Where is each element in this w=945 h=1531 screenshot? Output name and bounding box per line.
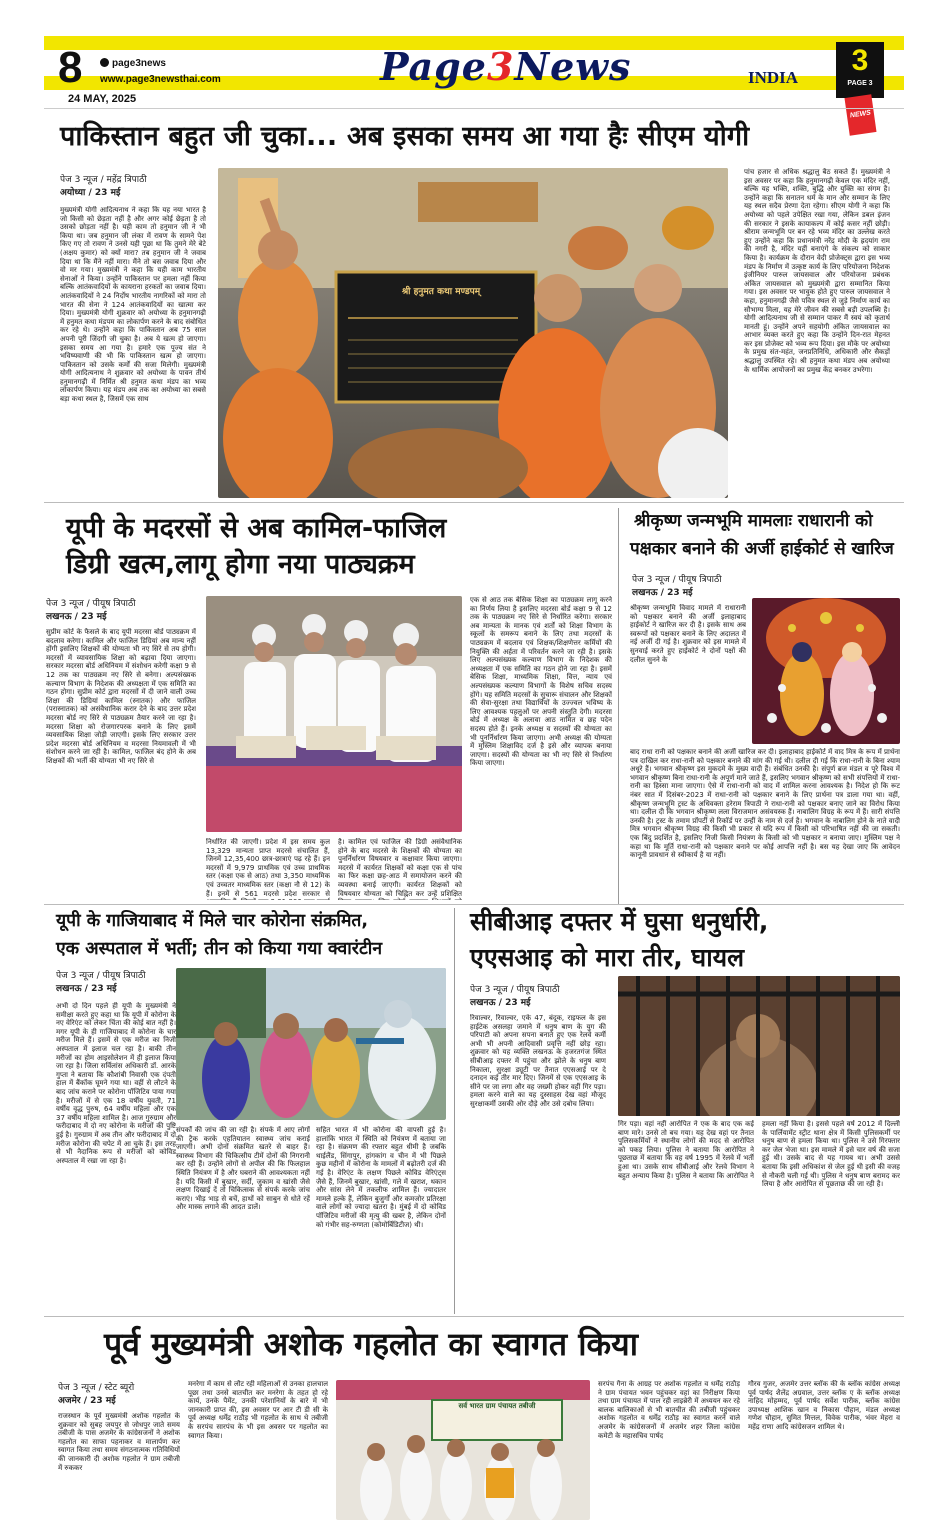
a2-headline-1: यूपी के मदरसों से अब कामिल-फाजिल — [66, 513, 447, 544]
a4-byline: पेज 3 न्यूज / पीयूष त्रिपाठी लखनऊ / 23 मई — [56, 971, 146, 994]
a1-plaque-title: श्री हनुमत कथा मण्डपम् — [401, 287, 481, 297]
social-icon — [100, 58, 109, 67]
social-handle: page3news — [100, 58, 166, 69]
a3-headline-2: पक्षकार बनाने की अर्जी हाईकोर्ट से खारिज — [630, 539, 894, 559]
website-link[interactable]: www.page3newsthai.com — [100, 74, 221, 85]
a5-column-2: गिर पड़ा। वहां नहीं आरोपित ने एक के बाद एक कई बाण मारे। उनसे तो बच गया। यह देख वहां पर तैनात पुलिसकर्मियों ने स्थानीय लोगों की मदद से आरोपित को पकड़ लिया। पुलिस ने बताया कि आरोपित ने पूछताछ में बताया कि वह वर्ष 1995 में रेलवे में भर्ती हुआ था। उसके साथ सीबीआई और रेलवे विभाग ने बहुत अन्याय किया है। पुलिस ने बताया कि आरोपित ने — [618, 1120, 754, 1180]
a3-column-1: श्रीकृष्ण जन्मभूमि विवाद मामले में राधारानी को पक्षकार बनाने की अर्जी इलाहाबाद हाईकोर्ट ने खारिज कर दी है। इसके साथ अब स्वरूपों को पक्षकार बनाने के लिए अदालत में नई अर्जी दी गई है। शुक्रवार को इस मामले में सुनवाई करते हुए हाईकोर्ट ने दोनों पक्षों की दलील सुनने के — [630, 604, 746, 664]
a4-photo — [176, 968, 446, 1120]
a1-headline: पाकिस्तान बहुत जी चुका... अब इसका समय आ गया हैः सीएम योगी — [60, 121, 750, 152]
a6-column-4: गौरव गुजर, अजमेर उत्तर ब्लॉक की के ब्लॉक कांग्रेस अध्यक्ष पूर्व पार्षद शैलेंद्र अग्रवाल, उत्तर ब्लॉक ए के ब्लॉक अध्यक्ष नाहिद मोहम्मद, पूर्व पार्षद सर्वेश पारीक, ब्लॉक कांग्रेस उपाध्यक्ष आशिक खान व निकास पौहान, मंडल अध्यक्ष गणेश चौहान, सुमित मित्तल, विवेक पारीक, भंवर मेहरा व महेंद्र राणा आदि कांग्रेसजन शामिल थे। — [748, 1380, 900, 1431]
a4-column-2: संपर्कों की जांच की जा रही है। संपर्क में आए लोगों की ट्रैक करके एहतियातन स्वास्थ्य जांच कराई जाएगी। अभी दोनों संक्रमित खतरे से बाहर हैं। स्वास्थ्य विभाग की चिकित्सीय टीमें दोनों की निगरानी कर रही हैं। उन्होंने लोगों से अपील की कि फिलहाल स्थिति नियंत्रण में है और घबराने की आवश्यकता नहीं है। यदि किसी में बुखार, सर्दी, जुकाम व खांसी जैसे लक्षण दिखाई दें तो चिकित्सक से संपर्क करके जांच कराएं। भीड़ भाड़ से बचें, हाथों को साबुन से धोते रहें और मास्क लगाने की आदत डालें। — [176, 1126, 310, 1212]
a6-column-2: मनरेगा में काम से लौट रही महिलाओं से उनका हालचाल पूछा तथा उनसे बातचीत कर मनरेगा के तहत हो रहे कार्य, उनके पैमेंट, उनकी परेशानियों के बारे में भी जानकारी प्राप्त की, इस अवसर पर आर टी डी सी के पूर्व अध्यक्ष धर्मेंद्र राठौड़ भी गहलोत के साथ थे तबीजी के सरपंच सारपंच के भी इस अवसर पर गहलोत का स्वागत किया। — [188, 1380, 328, 1440]
a2-column-3: है। कामिल एवं फाजिल की डिग्री असंवैधानिक होने के बाद मदरसे के शिक्षकों की योग्यता का पुनर्निर्धारण विषयवार व कक्षावार किया जाएगा। मदरसे में कार्यरत शिक्षकों को कक्षा एक से पांच का फिर कक्षा छह-आठ में समायोजन करने की व्यवस्था बनाई जाएगी। कार्यरत शिक्षकों को विषयवार योग्यता को चिह्नित कर उन्हें प्रशिक्षित — [338, 838, 462, 898]
brand-badge: 3 PAGE 3 NEWS — [836, 42, 884, 98]
column-separator — [618, 508, 619, 904]
a1-column-2: पांच हजार से अधिक श्रद्धालु बैठ सकते हैं। मुख्यमंत्री ने इस अवसर पर कहा कि हनुमानगढ़ी केवल एक मंदिर नहीं, बल्कि यह भक्ति, शक्ति, बुद्धि और युक्ति का संगम है। उन्होंने कहा कि सनातन धर्म के मान और सम्मान के लिए यह स्थल सदैव प्रेरणा देता रहेगा। सीएम योगी ने कहा कि अयोध्या को पहले उपेक्षित रखा गया, लेकिन डबल इंजन की सरकार ने इसके कायाकल्प में कोई कसर नहीं छोड़ी। श्रीराम जन्मभूमि पर बन रहे भव्य मंदिर का उल्लेख करते हुए उन्होंने कहा कि प्रधानमंत्री नरेंद्र मोदी के ह्रदयांग राम की नगरी है, मंदिर यहीं बनाएंगे के संकल्प को साकार किया है। कार्यक्रम के दौरान वेदी प्रोजेक्ट्स द्वारा इस भव्य मंडप के निर्माण में उत्कृष्ट कार्य के लिए परियोजना निदेशक इंजीनियर पारुल जायसवाल और परियोजना प्रबंधक अंकित जायसवाल को मुख्यमंत्री द्वारा सम्मानित किया गया। इस अवसर पर भावुक होते हुए पारुल जायसवाल ने कहा, हनुमानगढ़ी जैसे पवित्र स्थल से जुड़े निर्माण कार्य का सौभाग्य मिला, यह मेरे जीवन की सबसे बड़ी उपलब्धि है। योगी आदित्यनाथ जी से सम्मान पाकर मैं स्वयं को कृतार्थ मानती हूं। उन्होंने अपने सहयोगी अंकित जायसवाल का आभार व्यक्त करते हुए कहा कि उन्होंने दिन-रात मेहनत कर इस प्रोजेक्ट को भव्य रूप दिया। इस मौके पर अयोध्या के प्रमुख संत-महंत, जनप्रतिनिधि, अधिकारी और सैकड़ों श्रद्धालु उपस्थित रहे। श्री हनुमत कथा मंडप अब अयोध्या के धार्मिक आयोजनों का प्रमुख केंद्र बनकर उभरेगा। — [744, 168, 890, 374]
divider-1 — [44, 502, 904, 503]
a5-photo — [618, 976, 900, 1116]
a4-headline-1: यूपी के गाजियाबाद में मिले चार कोरोना संक्रमित, — [56, 911, 369, 931]
divider-3 — [44, 1316, 904, 1317]
a2-column-4: एक से आठ तक बेसिक शिक्षा का पाठ्यक्रम लागू करने का निर्णय लिया है इसलिए मदरसा बोर्ड कक्षा 9 से 12 तक के पाठ्यक्रम नए सिरे से निर्धारित करेगा। सरकार अब मान्यता के मानक एवं शर्तों को शिक्षा विभाग के स्कूलों के समरूप बनाने के लिए तथा मदरसों के पाठ्यक्रम में बदलाव एवं शिक्षक/शिक्षणेत्तर कर्मियों की नियुक्ति की अर्हता में परिवर्तन करने जा रही है। इसके लिए अल्पसंख्यक कल्याण विभाग के निदेशक की अध्यक्षता में एक समिति का गठन होने जा रहा है। इसमें बेसिक शिक्षा, माध्यमिक शिक्षा, वित्त, न्याय एवं अल्पसंख्यक कल्याण विभागों के विशेष सचिव सदस्य होंगे। यह समिति मदरसों के सुचारू संचालन और शिक्षकों की सेवा-सुरक्षा तथा विद्यार्थियों के उज्ज्वल भविष्य के लिए आवश्यक पहलुओं पर अपनी संस्तुति देगी। मदरसा बोर्ड में अध्यक्ष के अलावा आठ नामित व छह पदेन सदस्य होते हैं। इनके अध्यक्ष व सदस्यों की योग्यता का भी पुनर्निर्धारण किया जाएगा। अभी अध्यक्ष की योग्यता में मुस्लिम शिक्षाविद दर्ज है इसे और व्यापक बनाया जाएगा। सदस्यों की योग्यता का भी नए सिरे से निर्धारण किया जाएगा। — [470, 596, 612, 768]
a2-column-2: निर्धारित की जाएगी। प्रदेश में इस समय कुल 13,329 मान्यता प्राप्त मदरसे संचालित हैं, जिनमें 12,35,400 छात्र-छात्राएं पढ़ रहे हैं। इन मदरसों में 9,979 प्राथमिक एवं उच्च प्राथमिक स्तर (कक्षा एक से आठ) तथा 3,350 माध्यमिक एवं उच्चतर माध्यमिक स्तर (कक्षा नौ से 12) के हैं। इनमें से 561 मदरसे प्रदेश सरकार से — [206, 838, 330, 898]
a1-byline: पेज 3 न्यूज / महेंद्र त्रिपाठी अयोध्या / 23 मई — [60, 175, 147, 198]
a6-headline: पूर्व मुख्यमंत्री अशोक गहलोत का स्वागत किया — [104, 1325, 638, 1363]
a1-column-1: मुख्यमंत्री योगी आदित्यनाथ ने कहा कि यह नया भारत है जो किसी को छेड़ता नहीं है और अगर कोई छेड़ता है तो उसको छोड़ता नहीं है। यही काम तो हनुमान जी ने भी किया था। जब हनुमान जी लंका में रावण के सामने पेश किए गए तो रावण ने उनसे यही पूछा था कि तुमने मेरे बेटे (अक्षय कुमार) को क्यों मारा? तब हनुमान जी ने जवाब दिया था कि मैंने नहीं मारा। मैंने तो बस जवाब दिया और वो मर गया। मुख्यमंत्री ने कहा कि यही काम भारतीय सेनाओं ने किया। उन्होंने पाकिस्तान पर हमला नहीं किया बल्कि आतंकवादियों के कायराना हरकतों का जवाब दिया। आतंकवादियों ने 24 निर्दोष भारतीय नागरिकों को मारा तो भारत की सेना ने 124 आतंकवादियों का खात्मा कर दिया। मुख्यमंत्री योगी शुक्रवार को अयोध्या के हनुमानगढ़ी में हनुमत कथा मंडपम का लोकार्पण करने के बाद संबोधित कर रहे थे। उन्होंने कहा कि पाकिस्तान अब 75 साल अपनी पूरी जिंदगी जी चुका है। अब ये खत्म हो जाएगा। इसका समय आ गया है। हमारे एक पूज्य संत ने भविष्यवाणी की भी कि पाकिस्तान खत्म हो जाएगा। पाकिस्तान को उसके कर्मों की सजा मिलेगी। मुख्यमंत्री योगी आदित्यनाथ ने शुक्रवार को अयोध्या के पावन तीर्थ हनुमानगढ़ी में निर्मित श्री हनुमत कथा मंडप का भव्य लोकार्पण किया। यह मंडप अब तक का अयोध्या का सबसे बड़ा कथा स्थल है, जिसमें एक साथ — [60, 206, 206, 404]
a2-photo — [206, 596, 462, 832]
issue-date: 24 MAY, 2025 — [68, 93, 137, 105]
a6-banner-text: सर्व भारत ग्राम पंचायत तबीजी — [458, 1402, 536, 1410]
a3-body: बाद राधा रानी को पक्षकार बनाने की अर्जी खारिज कर दी। इलाहाबाद हाईकोर्ट में वाद मित्र के रूप में प्रार्थना पत्र दाखिल कर राधा-रानी को पक्षकार बनाने की मांग की गई थी। दलील दी गई कि राधा-रानी के बिना श्याम अधूरे हैं। भगवान श्रीकृष्ण इस मुकदमे के मुख्य वादी हैं। संबंधित उनकी है। संपूर्ण ब्रज मंडल व पूरे विश्व में भगवान श्रीकृष्ण बिना राधा-रानी के अपूर्ण माने जाते हैं, इसलिए भगवान श्रीकृष्ण को सभी संपत्तियों में राधा-रानी का हिस्सा माना जाएगा। ऐसे में राधा-रानी को वाद में शामिल करना आवश्यक है। निदेश हो कि रूट नंबर सात में दिसंबर-2023 में राधा-रानी को पक्षकार बनाने के लिए प्रार्थना पत्र डाला गया था। वहीं, श्रीकृष्ण जन्मभूमि ट्रस्ट के अधिवक्ता हरेराम त्रिपाठी ने राधा-रानी को पक्षकार बनाए जाने का विरोध किया था। दलील दी कि भगवान श्रीकृष्ण लला विराजमान असंवयस्क हैं। नाबालिग विग्रह के रूप में हैं। सारी संपत्ति उनकी है। ट्रस्ट के तमाम प्रॉपर्टी से रिकॉर्ड पर उन्हीं के नाम से दर्ज है। भगवान के नाबालिग होने के नाते वादी मित्र भगवान श्रीकृष्ण विग्रह की किसी भी प्रकार से यदि रूप में किसी को परिभाषित नहीं की जा सकती। एक बिंदु प्रदर्शित है, इसलिए निजी किसी नियंत्रण के किसी को भी पक्षकार न बनाया जाए। मुस्लिम पक्ष ने कहा था कि मूर्ति राधा-रानी को पक्षकार बनाने पर कोई आपत्ति नहीं है। बस यह देखा जाए कि आवेदन कानूनी प्रावधान से स्वीकार्य है या नहीं। — [630, 748, 900, 860]
a2-column-1: सुप्रीम कोर्ट के फैसले के बाद यूपी मदरसा बोर्ड पाठ्यक्रम में बदलाव करेगा। कामिल और फाजिल डिग्रियां अब मान्य नहीं होंगी इसलिए शिक्षकों की योग्यता भी नए सिरे से तय होगी। मदरसों में व्यावसायिक शिक्षा को बढ़ावा दिया जाएगा। सरकार मदरसा बोर्ड अधिनियम में संशोधन करेगी कक्षा 9 से 12 तक का पाठ्यक्रम नए सिरे से बनेगा। अल्पसंख्यक कल्याण विभाग के निदेशक की अध्यक्षता में एक समिति का गठन होगा। सुप्रीम कोर्ट द्वारा मदरसों में दी जाने वाली उच्च शिक्षा की डिग्रियां कामिल (स्नातक) और फाजिल (परास्नातक) को असंवैधानिक करार देने के बाद उत्तर प्रदेश मदरसा बोर्ड नए सिरे से पाठ्यक्रम तैयार करने जा रहा है। मदरसा शिक्षा को रोजगारपरक बनाने के लिए इसमें व्यवसायिक शिक्षा जोड़ी जाएगी। इसके लिए सरकार उत्तर प्रदेश मदरसा बोर्ड अधिनियम व मदरसा नियमावली में भी संशोधन करने जा रही है। कामिल, फाजिल बंद होने के अब शिक्षकों की भर्ती की योग्यता भी नए सिरे से — [46, 628, 196, 765]
a6-column-1: राजस्थान के पूर्व मुख्यमंत्री अशोक गहलोत के शुक्रवार को सुबह जयपुर से जोधपुर जाते समय तबीजी के पास अजमेर के कांग्रेसजनों ने अशोक गहलोत का साफा पहनाकर व मालार्पण कर स्वागत किया तथा समय संगठनात्मक गतिविधियों की जानकारी दी अशोक गहलोत ने ग्राम तबीजी में रुककर — [58, 1412, 180, 1472]
page-number: 8 — [58, 43, 83, 92]
a2-byline: पेज 3 न्यूज / पीयूष त्रिपाठी लखनऊ / 23 मई — [46, 599, 136, 622]
a6-column-3: सरपंच गैना के आग्रह पर अशोक गहलोत व धर्मेंद्र राठौड़ ने ग्राम पंचायत भवन पहुंचकर वहां का निरीक्षण किया तथा ग्राम पंचायत में पाल रही लाइब्रेरी में अध्ययन कर रहे बालक बालिकाओं से भी बातचीत की तबीजी पहुंचकर अशोक गहलोत व धर्मेंद्र राठौड़ का स्वागत करने वाले अजमेर के कांग्रेसजनों में अजमेर शहर जिला कांग्रेस कमेटी के महासचिव पार्षद — [598, 1380, 740, 1440]
a5-headline-2: एएसआइ को मारा तीर, घायल — [470, 943, 745, 972]
a3-headline-1: श्रीकृष्ण जन्मभूमि मामलाः राधारानी को — [634, 511, 873, 531]
masthead-logo[interactable]: Page3News — [380, 44, 632, 89]
a5-headline-1: सीबीआइ दफ्तर में घुसा धनुर्धारी, — [470, 907, 769, 936]
a4-headline-2: एक अस्पताल में भर्ती; तीन को किया गया क्वारंटीन — [56, 939, 383, 959]
a5-byline: पेज 3 न्यूज / पीयूष त्रिपाठी लखनऊ / 23 मई — [470, 985, 560, 1008]
edition-label: INDIA — [748, 68, 799, 87]
a3-photo — [752, 598, 900, 744]
a6-photo — [336, 1380, 590, 1520]
a4-column-1: अभी दो दिन पहले ही यूपी के मुख्यमंत्री ने समीक्षा करते हुए कहा था कि यूपी में कोरोना के नए वेरिएंट को लेकर चिंता की कोई बात नहीं है। मगर यूपी के ही गाजियाबाद में कोरोना के चार मरीज मिले हैं। इसमें से एक मरीज का निजी अस्पताल में इलाज चल रहा है। बाकी तीन मरीजों का होम आइसोलेशन में ही इलाज किया जा रहा है। जिला सर्विलांस अधिकारी डॉ. आरके गुप्ता ने बताया कि कौशांबी निवासी एक दंपती हाल में बैंकॉक घूमने गया था। वहीं से लौटने के बाद जांच कराने पर कोरोना पॉजिटिव पाया गया है। मरीजों में से एक 18 वर्षीय युवती, 71 वर्षीय वृद्ध पुरुष, 64 वर्षीय महिला और एक 37 वर्षीय महिला शामिल है। आज गुरुग्राम और फरीदाबाद में दो नए कोरोना के मरीजों की पुष्टि हुई है। गुरुग्राम में अब तीन और फरीदाबाद में दो मरीज कोरोना की चपेट में आ चुके हैं। इस तरह से भी नैदानिक रूप से मरीजों को कोविड अस्पताल में रखा जा रहा है। — [56, 1002, 176, 1165]
a4-column-3: सहित भारत में भी कोरोना की वापसी हुई है। हालांकि भारत में स्थिति को नियंत्रण में बताया जा रहा है। संक्रमण की रफ्तार बहुत धीमी है जबकि थाईलैंड, सिंगापुर, हांगकांग व चीन में भी पिछले कुछ महीनों में कोरोना के मामलों में बढ़ोतरी दर्ज की गई है। वेरिएंट के लक्षण पिछले कोविड वेरिएंट्स जैसे हैं, जिनमें बुखार, खांसी, गले में खराश, थकान और सांस लेने में तकलीफ शामिल हैं। ज्यादातर मामले हल्के हैं, लेकिन बुजुर्गों और कमजोर प्रतिरक्षा वाले लोगों को ज्यादा खतरा है। मुंबई में दो कोविड पॉजिटिव मरीजों की मृत्यु की खबर है, लेकिन दोनों को गंभीर सह-रुग्णता (कोमोर्बिडिटीज) थी। — [316, 1126, 446, 1229]
column-separator-2 — [454, 908, 455, 1314]
a2-headline-2: डिग्री खत्म,लागू होगा नया पाठ्यक्रम — [66, 549, 415, 580]
a1-photo — [218, 168, 728, 498]
a6-byline: पेज 3 न्यूज / स्टेट ब्यूरो अजमेर / 23 मई — [58, 1383, 135, 1406]
header-divider — [44, 108, 904, 109]
a5-column-1: रिवाल्वर, रिवाल्वर, एके 47, बंदूक, राइफल के इस हाईटेक असलहा जमाने में धनुष बाण के युग की परिपाटी को अपना सपना बनाते हुए एक रेलवे कर्मी अभी भी अपनी आदिवासी प्रवृत्ति नहीं छोड़ रहा। शुक्रवार को यह व्यक्ति लखनऊ के हजरतगंज स्थित सीबीआइ दफ्तर में पहुंचा और झोले के धनुष बाण निकाला, सुरक्षा ड्यूटी पर तैनात एएसआई पर दे दनादन कई तीर मार दिए। जिनमें से एक एएसआइ के सीने पर जा लगा और वह जख्मी होकर वहीं गिर पड़ा। हमला करने वाले का यह दुस्साहस देख वहां मौजूद सुरक्षाकर्मी उसकी ओर दौड़े और उसे दबोच लिया। — [470, 1014, 606, 1108]
a5-column-3: हमला नहीं किया है। इससे पहले वर्ष 2012 में दिल्ली के पार्लियामेंट स्ट्रीट थाना क्षेत्र में किसी पुलिसकर्मी पर धनुष बाण से हमला किया था। पुलिस ने उसे गिरफ्तार कर जेल भेजा था। इस मामले में इसे चार वर्ष की सजा हुई थी। उसके बाद से यह गायब था। अभी उससे बताया कि इसी अधिकांश से जेल हुई थी इसी की वजह से नौकरी चली गई थी। पुलिस ने धनुष बाण बरामद कर लिया है और आरोपित से पूछताछ की जा रही है। — [762, 1120, 900, 1189]
a3-byline: पेज 3 न्यूज / पीयूष त्रिपाठी लखनऊ / 23 मई — [632, 575, 722, 598]
